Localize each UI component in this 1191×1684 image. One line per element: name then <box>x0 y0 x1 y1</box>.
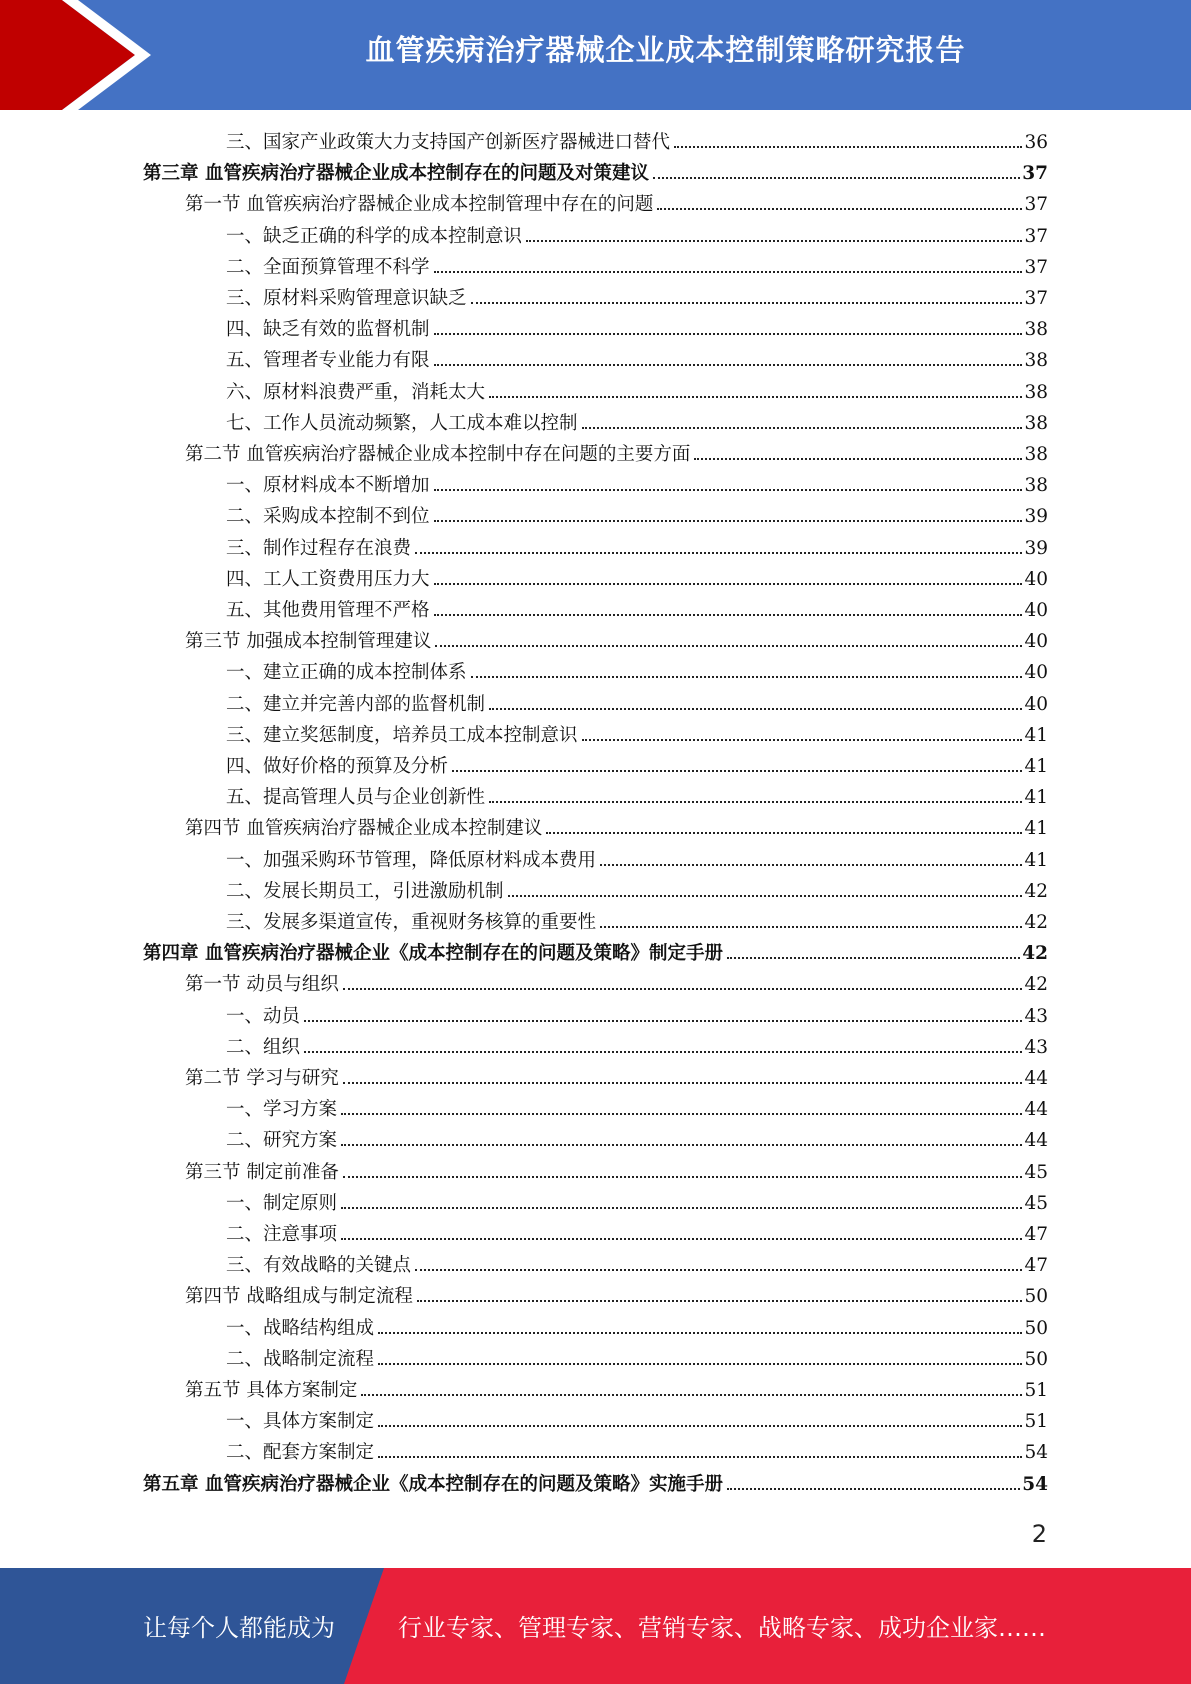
toc-subsection-entry[interactable] <box>226 877 1048 907</box>
toc-subsection-entry[interactable] <box>226 596 1048 626</box>
toc-entry-page: 41 <box>1024 818 1048 840</box>
toc-dot-leader <box>600 864 1022 866</box>
toc-subsection-entry[interactable] <box>226 222 1048 252</box>
toc-entry-label: 一、加强采购环节管理，降低原材料成本费用 <box>226 849 597 871</box>
footer-slogan-left: 让每个人都能成为 <box>143 1614 335 1642</box>
toc-dot-leader <box>582 427 1023 429</box>
toc-entry-page: 38 <box>1024 319 1048 341</box>
toc-dot-leader <box>341 1207 1022 1209</box>
toc-dot-leader <box>434 489 1023 491</box>
toc-entry-label: 一、学习方案 <box>226 1099 338 1121</box>
toc-dot-leader <box>378 1363 1022 1365</box>
toc-entry-page: 40 <box>1024 568 1048 590</box>
toc-dot-leader <box>361 1394 1022 1396</box>
toc-dot-leader <box>582 739 1023 741</box>
toc-entry-page: 51 <box>1024 1411 1048 1433</box>
toc-section-entry[interactable] <box>185 1282 1048 1312</box>
toc-entry-page: 37 <box>1024 256 1048 278</box>
toc-entry-label: 一、原材料成本不断增加 <box>226 475 430 497</box>
toc-dot-leader <box>452 770 1022 772</box>
toc-entry-page: 36 <box>1024 132 1048 153</box>
toc-subsection-entry[interactable] <box>226 1033 1048 1063</box>
toc-entry-page: 45 <box>1024 1192 1048 1214</box>
toc-subsection-entry[interactable] <box>226 1126 1048 1156</box>
toc-entry-page: 42 <box>1024 974 1048 996</box>
toc-entry-label: 一、战略结构组成 <box>226 1317 375 1339</box>
toc-subsection-entry[interactable] <box>226 1095 1048 1125</box>
toc-subsection-entry[interactable] <box>226 1345 1048 1375</box>
toc-entry-label: 四、缺乏有效的监督机制 <box>226 319 430 341</box>
page-number: 2 <box>1031 1520 1047 1548</box>
toc-subsection-entry[interactable] <box>226 1251 1048 1281</box>
toc-dot-leader <box>434 271 1023 273</box>
toc-chapter-entry[interactable] <box>143 939 1048 969</box>
toc-entry-page: 50 <box>1024 1286 1048 1308</box>
toc-entry-page: 43 <box>1024 1005 1048 1027</box>
toc-entry-page: 38 <box>1024 412 1048 434</box>
toc-entry-page: 38 <box>1024 444 1048 465</box>
toc-subsection-entry[interactable] <box>226 908 1048 938</box>
toc-entry-label: 三、制作过程存在浪费 <box>226 537 412 559</box>
toc-entry-page: 39 <box>1024 506 1048 528</box>
toc-subsection-entry[interactable] <box>226 346 1048 376</box>
toc-dot-leader <box>343 1176 1023 1178</box>
toc-entry-label: 一、具体方案制定 <box>226 1411 375 1433</box>
toc-subsection-entry[interactable] <box>226 690 1048 720</box>
toc-entry-page: 50 <box>1024 1348 1048 1370</box>
toc-entry-page: 54 <box>1024 1442 1048 1464</box>
toc-entry-label: 三、国家产业政策大力支持国产创新医疗器械进口替代 <box>226 132 671 153</box>
toc-entry-page: 47 <box>1024 1224 1048 1245</box>
toc-entry-page: 43 <box>1024 1036 1048 1058</box>
toc-section-entry[interactable] <box>185 190 1048 220</box>
toc-subsection-entry[interactable] <box>226 1002 1048 1032</box>
toc-entry-label: 一、制定原则 <box>226 1192 338 1214</box>
toc-entry-label: 二、配套方案制定 <box>226 1442 375 1464</box>
toc-entry-page: 40 <box>1024 600 1048 621</box>
toc-entry-label: 第五章 血管疾病治疗器械企业《成本控制存在的问题及策略》实施手册 <box>143 1473 723 1495</box>
toc-dot-leader <box>415 1269 1022 1271</box>
toc-section-entry[interactable] <box>185 970 1048 1000</box>
toc-entry-label: 五、其他费用管理不严格 <box>226 600 430 621</box>
toc-dot-leader <box>727 957 1020 959</box>
toc-entry-page: 41 <box>1024 724 1048 746</box>
toc-entry-page: 42 <box>1024 880 1048 902</box>
toc-entry-label: 七、工作人员流动频繁，人工成本难以控制 <box>226 412 578 434</box>
toc-dot-leader <box>435 645 1022 647</box>
toc-subsection-entry[interactable] <box>226 253 1048 283</box>
page-footer <box>0 1568 1191 1684</box>
toc-subsection-entry[interactable] <box>226 471 1048 501</box>
toc-dot-leader <box>694 458 1022 460</box>
toc-entry-page: 42 <box>1024 912 1048 933</box>
toc-entry-label: 五、提高管理人员与企业创新性 <box>226 787 486 809</box>
toc-entry-label: 第四节 血管疾病治疗器械企业成本控制建议 <box>185 818 543 840</box>
toc-dot-leader <box>378 1332 1022 1334</box>
report-title: 血管疾病治疗器械企业成本控制策略研究报告 <box>365 33 966 67</box>
toc-entry-page: 39 <box>1024 537 1048 559</box>
toc-dot-leader <box>657 208 1022 210</box>
toc-subsection-entry[interactable] <box>226 128 1048 158</box>
toc-entry-page: 37 <box>1024 288 1048 309</box>
toc-subsection-entry[interactable] <box>226 721 1048 751</box>
toc-subsection-entry[interactable] <box>226 378 1048 408</box>
toc-dot-leader <box>600 926 1022 928</box>
toc-dot-leader <box>526 240 1022 242</box>
toc-dot-leader <box>434 333 1023 335</box>
toc-entry-label: 三、发展多渠道宣传，重视财务核算的重要性 <box>226 912 597 933</box>
toc-section-entry[interactable] <box>185 1376 1048 1406</box>
toc-entry-page: 41 <box>1024 756 1048 777</box>
toc-dot-leader <box>489 708 1022 710</box>
toc-dot-leader <box>434 583 1023 585</box>
toc-entry-label: 一、建立正确的成本控制体系 <box>226 662 467 684</box>
toc-entry-page: 37 <box>1024 225 1048 247</box>
toc-section-entry[interactable] <box>185 1158 1048 1188</box>
toc-entry-page: 45 <box>1024 1161 1048 1183</box>
toc-chapter-entry[interactable] <box>143 159 1048 189</box>
toc-section-entry[interactable] <box>185 627 1048 657</box>
toc-dot-leader <box>378 1425 1022 1427</box>
toc-entry-label: 第一节 血管疾病治疗器械企业成本控制管理中存在的问题 <box>185 194 654 216</box>
toc-entry-page: 51 <box>1024 1380 1048 1401</box>
toc-entry-label: 三、有效战略的关键点 <box>226 1255 412 1277</box>
toc-entry-label: 第二节 血管疾病治疗器械企业成本控制中存在问题的主要方面 <box>185 444 691 465</box>
toc-dot-leader <box>471 676 1023 678</box>
page-header <box>0 0 1191 110</box>
toc-subsection-entry[interactable] <box>226 409 1048 439</box>
toc-dot-leader <box>304 1020 1022 1022</box>
toc-entry-page: 40 <box>1024 631 1048 653</box>
toc-dot-leader <box>546 832 1022 834</box>
toc-dot-leader <box>343 1082 1023 1084</box>
toc-entry-page: 37 <box>1024 194 1048 216</box>
toc-entry-page: 40 <box>1024 662 1048 684</box>
toc-subsection-entry[interactable] <box>226 783 1048 813</box>
toc-entry-label: 第四节 战略组成与制定流程 <box>185 1286 413 1308</box>
toc-entry-label: 三、原材料采购管理意识缺乏 <box>226 288 467 309</box>
toc-entry-page: 38 <box>1024 381 1048 403</box>
toc-entry-label: 一、缺乏正确的科学的成本控制意识 <box>226 225 523 247</box>
toc-subsection-entry[interactable] <box>226 752 1048 782</box>
toc-subsection-entry[interactable] <box>226 315 1048 345</box>
toc-entry-label: 二、注意事项 <box>226 1224 338 1245</box>
toc-dot-leader <box>341 1113 1022 1115</box>
toc-subsection-entry[interactable] <box>226 534 1048 564</box>
toc-dot-leader <box>415 552 1022 554</box>
toc-dot-leader <box>653 177 1020 179</box>
toc-subsection-entry[interactable] <box>226 1189 1048 1219</box>
toc-dot-leader <box>727 1488 1020 1490</box>
toc-dot-leader <box>434 364 1023 366</box>
toc-entry-label: 第四章 血管疾病治疗器械企业《成本控制存在的问题及策略》制定手册 <box>143 943 723 965</box>
toc-entry-page: 41 <box>1024 849 1048 871</box>
toc-entry-label: 第二节 学习与研究 <box>185 1068 339 1089</box>
toc-entry-label: 一、动员 <box>226 1005 301 1027</box>
toc-subsection-entry[interactable] <box>226 1314 1048 1344</box>
toc-entry-label: 第五节 具体方案制定 <box>185 1380 358 1401</box>
toc-entry-label: 第三节 加强成本控制管理建议 <box>185 631 432 653</box>
toc-subsection-entry[interactable] <box>226 1438 1048 1468</box>
toc-entry-page: 50 <box>1024 1317 1048 1339</box>
toc-entry-label: 六、原材料浪费严重，消耗太大 <box>226 381 486 403</box>
toc-dot-leader <box>434 614 1023 616</box>
toc-entry-page: 44 <box>1024 1099 1048 1121</box>
toc-subsection-entry[interactable] <box>226 1220 1048 1250</box>
toc-entry-page: 38 <box>1024 350 1048 372</box>
toc-entry-label: 二、全面预算管理不科学 <box>226 256 430 278</box>
toc-entry-label: 四、做好价格的预算及分析 <box>226 756 449 777</box>
toc-entry-label: 二、组织 <box>226 1036 301 1058</box>
toc-entry-label: 第一节 动员与组织 <box>185 974 339 996</box>
toc-entry-label: 二、战略制定流程 <box>226 1348 375 1370</box>
toc-subsection-entry[interactable] <box>226 658 1048 688</box>
toc-entry-label: 五、管理者专业能力有限 <box>226 350 430 372</box>
toc-dot-leader <box>304 1051 1022 1053</box>
toc-subsection-entry[interactable] <box>226 284 1048 314</box>
toc-entry-page: 40 <box>1024 693 1048 715</box>
toc-entry-label: 四、工人工资费用压力大 <box>226 568 430 590</box>
toc-subsection-entry[interactable] <box>226 846 1048 876</box>
toc-dot-leader <box>378 1456 1022 1458</box>
toc-dot-leader <box>343 988 1023 990</box>
toc-entry-label: 二、采购成本控制不到位 <box>226 506 430 528</box>
toc-entry-page: 38 <box>1024 475 1048 497</box>
toc-dot-leader <box>341 1144 1022 1146</box>
toc-entry-label: 二、研究方案 <box>226 1130 338 1152</box>
toc-dot-leader <box>508 895 1023 897</box>
toc-subsection-entry[interactable] <box>226 1407 1048 1437</box>
toc-dot-leader <box>674 146 1022 148</box>
footer-slogan-right: 行业专家、管理专家、营销专家、战略专家、成功企业家…… <box>398 1614 1046 1642</box>
toc-dot-leader <box>489 396 1022 398</box>
toc-entry-page: 42 <box>1022 943 1048 965</box>
toc-subsection-entry[interactable] <box>226 565 1048 595</box>
toc-section-entry[interactable] <box>185 1064 1048 1094</box>
toc-entry-page: 44 <box>1024 1130 1048 1152</box>
toc-dot-leader <box>341 1238 1022 1240</box>
toc-entry-page: 41 <box>1024 787 1048 809</box>
toc-dot-leader <box>417 1300 1023 1302</box>
toc-dot-leader <box>434 520 1023 522</box>
toc-entry-page: 47 <box>1024 1255 1048 1277</box>
toc-section-entry[interactable] <box>185 814 1048 844</box>
toc-entry-page: 54 <box>1022 1473 1048 1495</box>
toc-section-entry[interactable] <box>185 440 1048 470</box>
toc-chapter-entry[interactable] <box>143 1470 1048 1500</box>
toc-entry-page: 44 <box>1024 1068 1048 1089</box>
toc-subsection-entry[interactable] <box>226 502 1048 532</box>
toc-entry-label: 第三章 血管疾病治疗器械企业成本控制存在的问题及对策建议 <box>143 163 649 185</box>
toc-entry-label: 二、发展长期员工，引进激励机制 <box>226 880 504 902</box>
toc-entry-label: 三、建立奖惩制度，培养员工成本控制意识 <box>226 724 578 746</box>
toc-dot-leader <box>471 302 1023 304</box>
toc-entry-label: 二、建立并完善内部的监督机制 <box>226 693 486 715</box>
toc-entry-page: 37 <box>1022 163 1048 185</box>
toc-entry-label: 第三节 制定前准备 <box>185 1161 339 1183</box>
toc-dot-leader <box>489 801 1022 803</box>
